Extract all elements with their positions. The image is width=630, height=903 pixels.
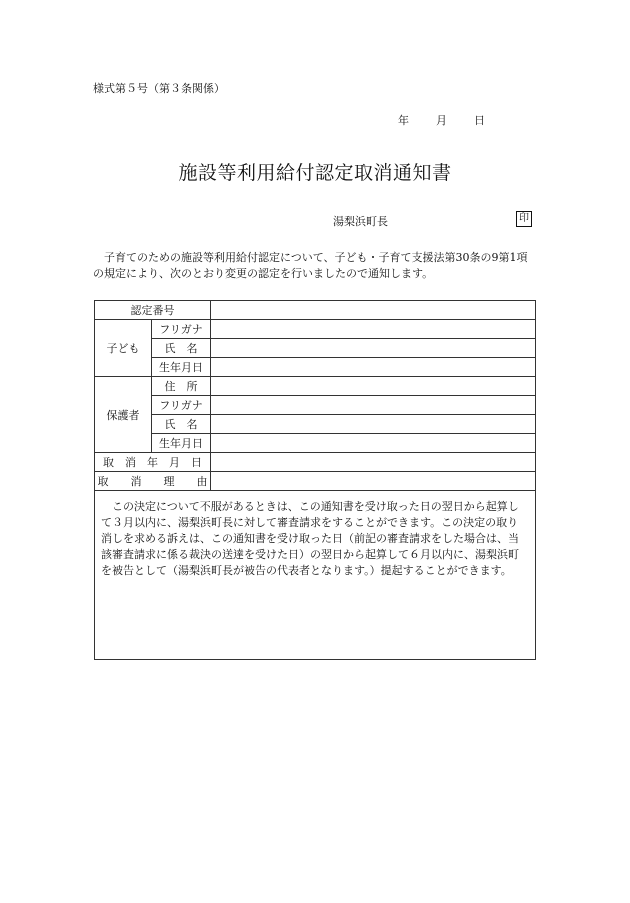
cert-no-field[interactable] [211, 301, 536, 320]
guardian-name-field[interactable] [211, 415, 536, 434]
seal-mark: 印 [516, 211, 532, 227]
child-birth-field[interactable] [211, 358, 536, 377]
cancel-date-field[interactable] [211, 453, 536, 472]
document-title: 施設等利用給付認定取消通知書 [178, 162, 452, 184]
guardian-address-field[interactable] [211, 377, 536, 396]
date-year: 年 [398, 114, 409, 127]
cancel-date-label: 取 消 年 月 日 [95, 453, 211, 472]
child-furigana-field[interactable] [211, 320, 536, 339]
guardian-name-label: 氏 名 [152, 415, 211, 434]
cert-no-label: 認定番号 [95, 301, 211, 320]
guardian-address-label: 住 所 [152, 377, 211, 396]
date-day: 日 [474, 114, 485, 127]
guardian-birth-label: 生年月日 [152, 434, 211, 453]
form-table [94, 300, 536, 660]
child-name-field[interactable] [211, 339, 536, 358]
guardian-label: 保護者 [95, 377, 152, 453]
cancel-reason-field[interactable] [211, 472, 536, 491]
body-paragraph: 子育てのための施設等利用給付認定について、子ども・子育て支援法第30条の9第1項の規定により、次のとおり変更の認定を行いましたので通知します。 [93, 251, 528, 280]
guardian-birth-field[interactable] [211, 434, 536, 453]
appeal-notice: この決定について不服があるときは、この通知書を受け取った日の翌日から起算して３月以内に、湯梨浜町長に対して審査請求をすることができます。この決定の取り消しを求める訴えは、この通知書を受け取った日（前記の審査請求をした場合は、当該審査請求に係る裁決の送達を受けた日）の翌日から起算して６月以内に、湯梨浜町を被告として（湯梨浜町長が被告の代表者となります。）提起することができます。 [95, 491, 536, 660]
date-line [398, 112, 485, 128]
child-name-label: 氏 名 [152, 339, 211, 358]
issuer: 湯梨浜町長 [333, 215, 388, 228]
form-number: 様式第５号（第３条関係） [93, 82, 225, 95]
date-month: 月 [436, 114, 447, 127]
guardian-furigana-field[interactable] [211, 396, 536, 415]
child-birth-label: 生年月日 [152, 358, 211, 377]
guardian-furigana-label: フリガナ [152, 396, 211, 415]
child-label: 子ども [95, 320, 152, 377]
child-furigana-label: フリガナ [152, 320, 211, 339]
cancel-reason-label: 取 消 理 由 [95, 472, 211, 491]
